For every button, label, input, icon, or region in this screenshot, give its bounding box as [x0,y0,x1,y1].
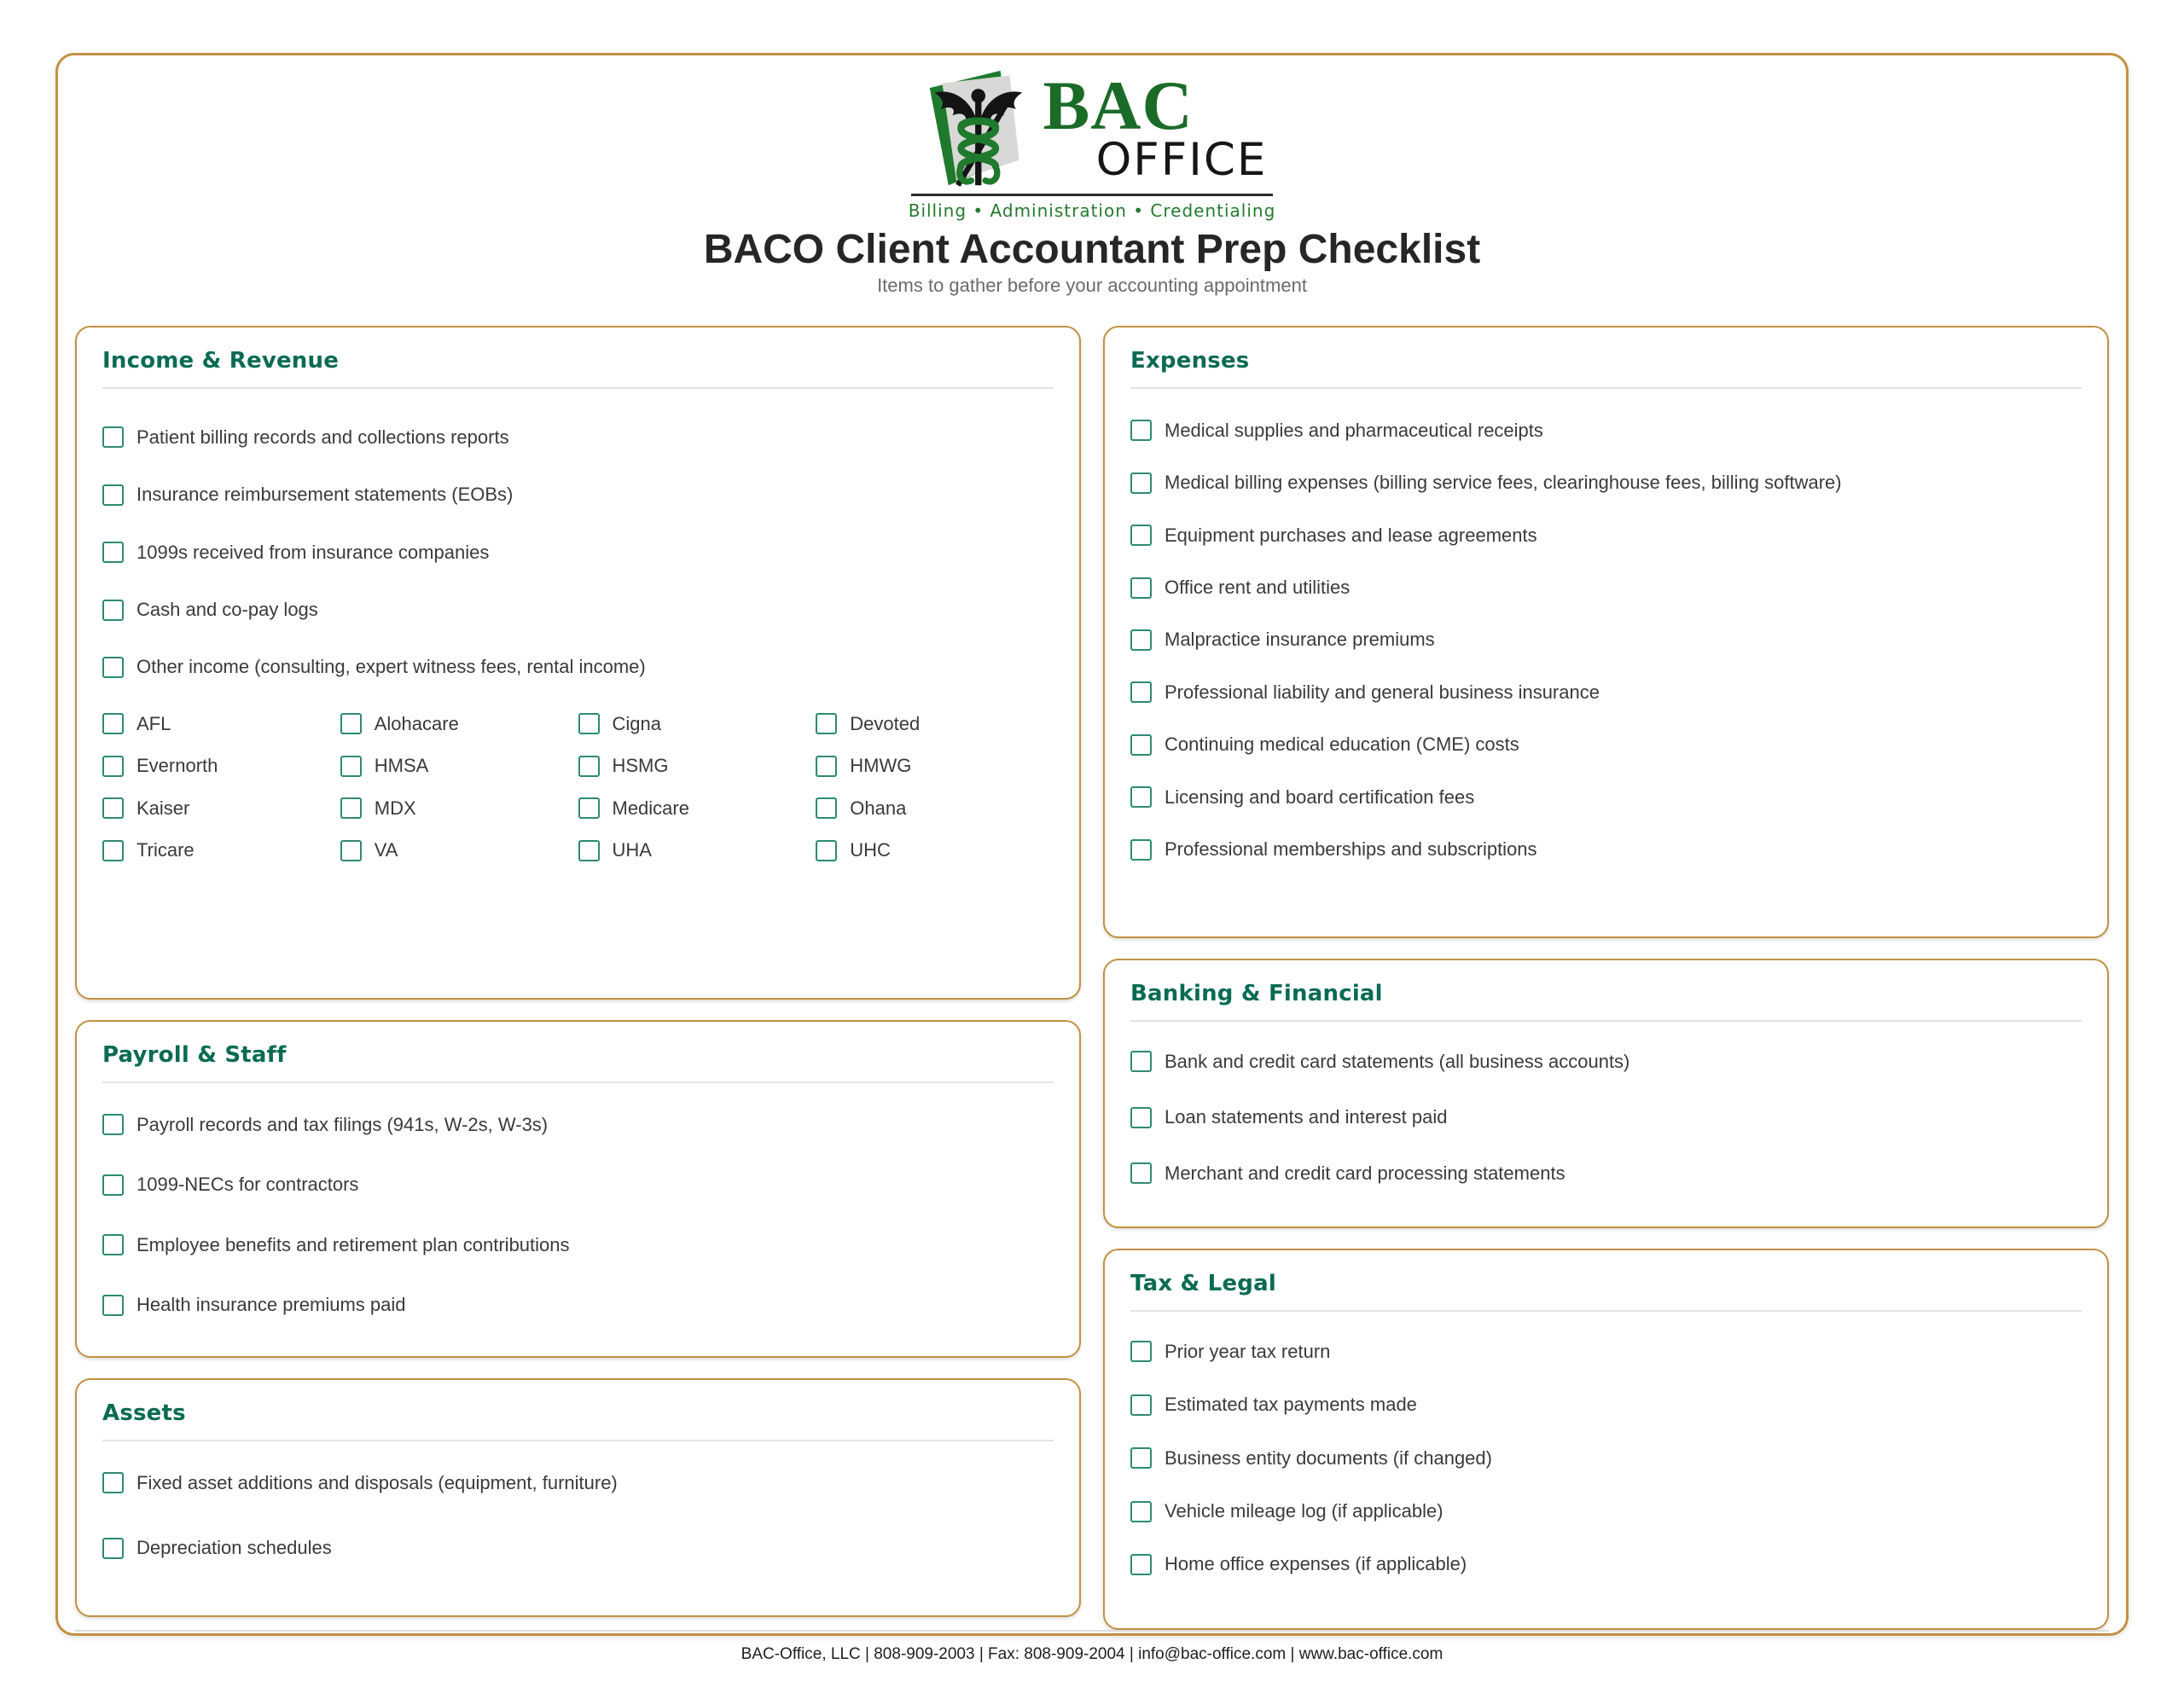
checklist-item [816,797,1054,820]
checklist-item [102,542,1054,564]
section-box-banking-financial [1103,959,2109,1228]
checklist-items [1130,420,2082,861]
checkbox[interactable] [1130,1162,1152,1184]
checklist-item [1130,1500,2082,1522]
checklist-item [102,656,1054,678]
checklist-item [1130,838,2082,861]
checklist-item [1130,1162,2082,1185]
checkbox[interactable] [102,797,124,819]
checklist-item [102,426,1054,449]
section-title-divider [102,1440,1054,1441]
checkbox[interactable] [102,657,124,678]
checklist-item-label: AFL [136,712,171,734]
checklist-item [816,839,1054,861]
checklist-item [102,1294,1054,1316]
checkbox[interactable] [578,756,600,777]
checklist-item-label: Home office expenses (if applicable) [1165,1553,1467,1575]
checklist-item-label: Prior year tax return [1165,1340,1331,1362]
checkbox[interactable] [1130,1554,1152,1575]
checklist-item-label: Loan statements and interest paid [1165,1106,1448,1128]
checklist-item [816,755,1054,777]
logo-wordmark [1043,67,1268,186]
checkbox[interactable] [1130,525,1152,546]
checklist-item [102,755,340,777]
checkbox[interactable] [340,797,362,819]
logo-text-office: OFFICE [1095,133,1268,186]
checkbox[interactable] [102,713,124,734]
checklist-item-label: Health insurance premiums paid [136,1293,406,1315]
checklist-item-label: Professional memberships and subscriptions [1165,838,1537,860]
page-title: BACO Client Accountant Prep Checklist [703,227,1481,272]
checklist-item [578,797,816,820]
checkbox[interactable] [816,797,837,819]
checkbox[interactable] [1130,420,1152,441]
checklist-item-label: Medical supplies and pharmaceutical receipts [1165,419,1543,441]
checkbox[interactable] [102,1174,124,1196]
checkbox[interactable] [102,600,124,621]
checklist-item [1130,1553,2082,1575]
checklist-item [1130,1447,2082,1470]
checklist-item [1130,681,2082,704]
section-title: Tax & Legal [1130,1270,1276,1296]
logo-underline [911,194,1273,196]
section-title-divider [102,1081,1054,1083]
page-subtitle: Items to gather before your accounting appointment [877,274,1307,296]
checklist-items [1130,1051,2082,1185]
checklist-item-label: Fixed asset additions and disposals (equipment, furniture) [136,1471,618,1493]
checkbox[interactable] [340,840,362,861]
checklist-item [1130,420,2082,442]
checklist-item [1130,786,2082,809]
checklist-item [102,599,1054,621]
section-box-payroll-staff [75,1020,1081,1358]
checklist-item [340,839,578,861]
checkbox[interactable] [102,484,124,506]
section-title-divider [1130,1310,2082,1312]
checkbox[interactable] [1130,1341,1152,1362]
checkbox[interactable] [1130,1394,1152,1416]
checklist-item-label: Insurance reimbursement statements (EOBs) [136,484,514,506]
checklist-item-label: Continuing medical education (CME) costs [1165,733,1519,756]
checkbox[interactable] [816,756,837,777]
checklist-item [340,713,578,735]
checkbox[interactable] [102,542,124,563]
checklist-item-label: Evernorth [136,755,218,777]
checklist-item-label: Alohacare [374,712,459,734]
checkbox[interactable] [1130,1107,1152,1128]
checklist-item-label: Professional liability and general business insurance [1165,681,1600,703]
checklist-sheet [55,53,2129,1663]
checklist-item-label: 1099-NECs for contractors [136,1174,359,1196]
logo [75,66,2109,192]
section-title: Expenses [1130,347,1250,374]
checklist-item [816,713,1054,735]
checklist-item [578,839,816,861]
checklist-item [102,484,1054,506]
checklist-item [578,713,816,735]
checklist-items [102,1114,1054,1317]
section-box-assets [75,1378,1081,1617]
checklist-item [1130,629,2082,651]
section-title: Assets [102,1400,186,1426]
checklist-item [1130,1106,2082,1128]
checklist-item-label: HMWG [850,755,912,777]
section-box-expenses [1103,326,2109,938]
section-title-divider [1130,387,2082,389]
checklist-item-label: HMSA [374,755,429,777]
checklist-item-label: Estimated tax payments made [1165,1394,1417,1416]
checklist-item [102,1114,1054,1136]
checklist-item-label: UHC [850,838,891,861]
checklist-item-label: Malpractice insurance premiums [1165,629,1435,651]
checklist-item [102,797,340,820]
checkbox[interactable] [1130,577,1152,599]
section-box-tax-legal [1103,1249,2109,1630]
checklist-item [1130,1051,2082,1073]
checklist-item-label: Office rent and utilities [1165,576,1350,598]
checklist-item-label: 1099s received from insurance companies [136,541,490,563]
logo-text-bac: BAC [1043,67,1194,145]
checklist-items [102,426,1054,679]
checkbox[interactable] [102,1295,124,1316]
section-title-divider [102,387,1054,389]
checkbox[interactable] [1130,629,1152,651]
checkbox[interactable] [816,713,837,734]
checklist-item-label: Medical billing expenses (billing service fees, clearinghouse fees, billing software) [1165,472,1842,494]
checklist-item-label: Tricare [136,838,195,861]
checklist-item [102,1174,1054,1196]
checklist-item-label: MDX [374,797,416,819]
checklist-item-label: UHA [612,838,652,861]
checklist-item [340,755,578,777]
left-column [75,326,1081,1630]
checklist-item-label: Merchant and credit card processing statements [1165,1162,1565,1184]
checkbox[interactable] [340,713,362,734]
section-box-income-revenue [75,326,1081,1000]
checklist-item [1130,472,2082,494]
checkbox[interactable] [102,1234,124,1255]
logo-tagline: Billing • Administration • Credentialing [908,200,1276,221]
checklist-item-label: Cash and co-pay logs [136,598,318,620]
checklist-item-label: Business entity documents (if changed) [1165,1446,1492,1469]
checklist-item [1130,525,2082,547]
checklist-item-label: Equipment purchases and lease agreements [1165,524,1537,546]
checklist-item-label: Cigna [612,712,661,734]
checkbox[interactable] [578,840,600,861]
checklist-items [102,1472,1054,1560]
checklist-item [102,1537,1054,1559]
checkbox[interactable] [816,840,837,861]
checklist-item-label: Bank and credit card statements (all business accounts) [1165,1050,1630,1072]
checklist-item-label: Other income (consulting, expert witness fees, rental income) [136,656,646,678]
checklist-columns [75,326,2109,1630]
checkbox[interactable] [1130,681,1152,703]
checkbox[interactable] [1130,786,1152,808]
checkbox[interactable] [1130,1447,1152,1469]
checklist-item [578,755,816,777]
checkbox[interactable] [578,713,600,734]
checkbox[interactable] [102,426,124,448]
checklist-items [1130,1341,2082,1576]
right-column [1103,326,2109,1630]
checklist-item-label: Vehicle mileage log (if applicable) [1165,1499,1443,1522]
caduceus-clipboard-logo-icon [917,66,1035,192]
checkbox[interactable] [102,1538,124,1559]
checklist-item-label: VA [374,838,398,861]
checkbox[interactable] [102,1472,124,1493]
checklist-item-label: Payroll records and tax filings (941s, W-2s, W-3s) [136,1113,549,1135]
insurer-checkbox-grid [102,713,1054,862]
checkbox[interactable] [1130,1501,1152,1522]
checklist-item [1130,733,2082,756]
page-footer [75,1630,2109,1676]
section-title: Payroll & Staff [102,1041,287,1068]
checklist-item-label: Employee benefits and retirement plan contributions [136,1233,570,1255]
checkbox[interactable] [102,1114,124,1135]
checklist-item-label: Licensing and board certification fees [1165,786,1475,808]
checklist-item [102,1234,1054,1256]
checklist-item [102,1472,1054,1494]
footer-contact-info: BAC-Office, LLC | 808-909-2003 | Fax: 808-909-2004 | info@bac-office.com | www.bac-office.com [741,1644,1443,1663]
checklist-item [102,713,340,735]
checkbox[interactable] [340,756,362,777]
checklist-item [1130,577,2082,599]
checkbox[interactable] [1130,472,1152,494]
checklist-item-label: Devoted [850,712,921,734]
checkbox[interactable] [1130,839,1152,861]
checkbox[interactable] [1130,734,1152,756]
checkbox[interactable] [1130,1051,1152,1072]
checklist-item-label: Patient billing records and collections reports [136,426,509,448]
section-title-divider [1130,1020,2082,1022]
checklist-item-label: Depreciation schedules [136,1537,332,1559]
checklist-item-label: Ohana [850,797,907,819]
checklist-item [1130,1341,2082,1363]
checklist-item [1130,1394,2082,1416]
checkbox[interactable] [102,756,124,777]
checklist-item [340,797,578,820]
checklist-item-label: HSMG [612,755,669,777]
checklist-item-label: Medicare [612,797,689,819]
logo-lockup [917,66,1268,192]
checkbox[interactable] [102,840,124,861]
checkbox[interactable] [578,797,600,819]
section-title: Banking & Financial [1130,980,1383,1006]
section-title: Income & Revenue [102,347,340,374]
checklist-item-label: Kaiser [136,797,190,819]
checklist-item [102,839,340,861]
